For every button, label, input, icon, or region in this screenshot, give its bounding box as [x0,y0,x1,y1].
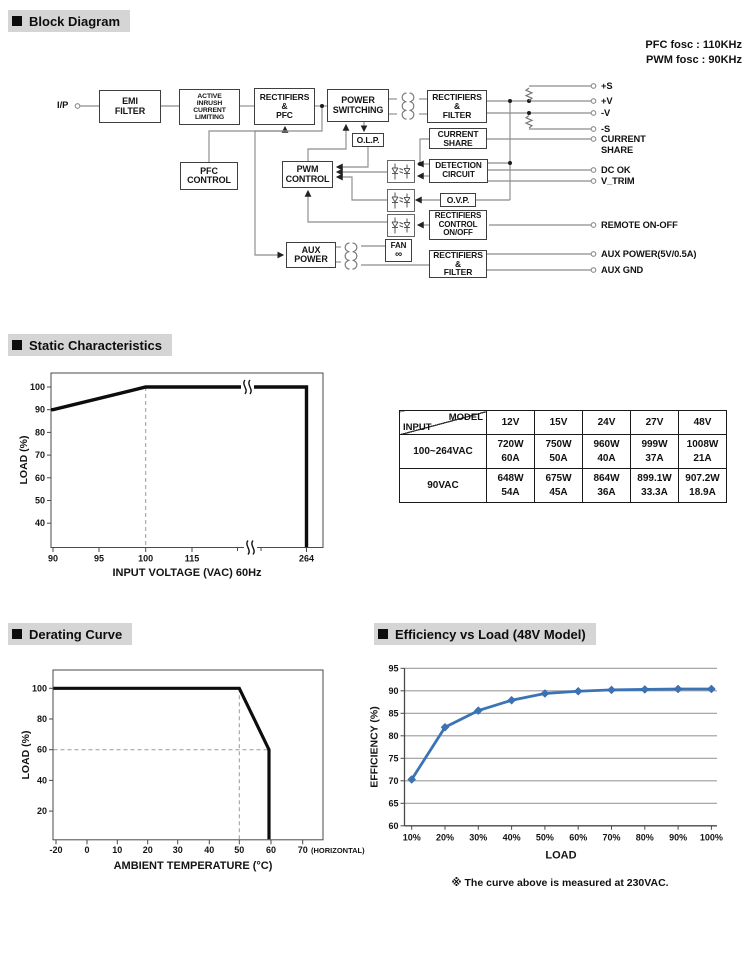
block-label-line: FILTER [442,109,472,120]
section-title: Derating Curve [29,626,123,642]
block-label-line: RECTIFIERS [432,92,482,103]
corner-model-label: MODEL [448,412,483,423]
block-label-line: CURRENT [193,107,226,114]
table-cell-value: 50A [549,452,568,464]
terminal-circle [591,168,596,173]
terminal-label-minus-s: -S [601,123,611,134]
x-tick-label: 30 [172,844,183,855]
resistor-icon [526,116,532,129]
transformer-icon [345,243,357,269]
y-tick-label: 90 [388,685,399,696]
transformer-icon [402,93,414,119]
input-terminal-label: I/P [57,100,69,110]
block-aux-power [286,242,336,268]
x-tick-label: 10% [402,832,421,843]
x-tick-label: 115 [184,553,200,564]
table-cell-value: 33.3A [641,486,668,498]
x-tick-label: 90 [47,553,59,564]
static-chart-group [18,373,323,579]
block-label-line: & [281,101,288,112]
terminal-label-remote-on-off: REMOTE ON-OFF [601,219,678,230]
block-label-line: CONTROL [285,173,330,184]
table-cell [631,435,679,469]
static-characteristics-chart [0,350,390,600]
table-column-header: 12V [487,411,535,435]
terminal-label-dc-ok: DC OK [601,164,631,175]
x-tick-label: 40% [502,832,521,843]
table-cell [487,435,535,469]
data-point-marker [508,696,516,704]
table-cell-value: 960W [593,438,620,450]
terminal-circle [591,252,596,257]
data-point-marker [574,687,582,695]
block-label-line: O.V.P. [446,194,470,205]
terminal-label-aux-power-out: AUX POWER(5V/0.5A) [601,248,697,259]
pfc-fosc-note: PFC fosc : 110KHz [645,39,742,51]
section-marker-icon [12,629,22,639]
table-cell-value: 37A [645,452,664,464]
x-tick-label: 0 [84,844,90,855]
block-label-line: O.L.P. [356,134,380,145]
y-tick-label: 50 [34,495,45,506]
y-tick-label: 70 [34,450,45,461]
x-tick-label: 40 [204,844,215,855]
table-cell [487,469,535,503]
x-tick-label: 50 [234,844,245,855]
section-marker-icon [12,340,22,350]
section-marker-icon [378,629,388,639]
terminal-label-minus-v: -V [601,107,611,118]
x-tick-label: 80% [635,832,654,843]
y-tick-label: 75 [388,753,399,764]
table-header-row [400,411,727,435]
table-cell [631,469,679,503]
table-row [400,435,727,469]
x-tick-label: 60 [265,844,277,855]
table-corner-cell [400,411,487,435]
data-point-marker [641,685,649,693]
block-olp [352,133,384,147]
x-tick-label: 264 [298,553,315,564]
block-label-line: POWER [341,95,375,106]
y-tick-label: 20 [36,806,47,817]
block-pfc-control [180,162,238,190]
block-label-line: FILTER [443,267,473,278]
x-tick-label: 20 [142,844,153,855]
table-row-header: 90VAC [400,469,487,503]
x-tick-label: 30% [469,832,488,843]
y-tick-label: 40 [36,775,47,786]
y-tick-label: 60 [388,820,399,831]
table-cell-value: 720W [497,438,524,450]
derating-curve-line [54,688,270,839]
terminal-circle [591,84,596,89]
y-tick-label: 40 [34,518,45,529]
table-cell-value: 675W [545,472,572,484]
x-tick-label: 95 [93,553,105,564]
table-cell-value: 648W [497,472,524,484]
efficiency-chart [365,650,750,900]
terminal-circle [591,127,596,132]
section-title: Static Characteristics [29,337,162,353]
block-label-line: CONTROL [438,219,478,229]
x-tick-label: 60% [569,832,588,843]
table-column-header: 24V [583,411,631,435]
y-tick-label: 60 [34,472,45,483]
derating-curve-chart [0,650,392,900]
output-power-table [399,410,727,503]
block-pwm-control [282,161,333,188]
table-column-header: 15V [535,411,583,435]
corner-input-label: INPUT [403,422,432,433]
section-header-efficiency [374,623,596,645]
optocoupler-icon [388,190,415,212]
data-point-marker [674,685,682,693]
terminal-label-aux-gnd: AUX GND [601,264,644,275]
block-label-line: DETECTION [435,161,482,171]
block-label-line: AUX [301,244,321,255]
block-rectifiers-pfc [254,88,315,125]
y-tick-label: 70 [388,775,399,786]
efficiency-chart-group [369,663,723,861]
section-title: Efficiency vs Load (48V Model) [395,626,586,642]
y-tick-label: 80 [34,427,45,438]
terminal-label-v-trim: V_TRIM [601,175,635,186]
table-cell-value: 60A [501,452,520,464]
optocoupler-icon [388,161,415,183]
block-diagram-wires [0,0,750,330]
table-cell-value: 750W [545,438,572,450]
block-rectifiers-filter-aux [429,250,487,278]
block-label-line: SHARE [443,137,473,148]
block-emi-filter [99,90,161,123]
x-tick-label: -20 [49,844,63,855]
block-label-line: & [454,258,462,269]
y-tick-label: 95 [388,663,399,674]
plot-border [53,670,323,840]
derating-chart-group [20,670,365,872]
table-cell-value: 907.2W [685,472,720,484]
y-axis-title: LOAD (%) [20,730,32,780]
block-label-line: PFC [276,109,293,120]
resistor-icon [526,88,532,101]
block-label-line: FAN [390,240,407,250]
block-label-line: ACTIVE [197,92,222,100]
optocoupler-icon [388,215,415,237]
block-label-line: CURRENT [437,128,479,139]
y-axis-title: LOAD (%) [18,435,30,485]
axis-break-mask [244,539,257,556]
table-cell-value: 1008W [686,438,719,450]
x-axis-title: INPUT VOLTAGE (VAC) 60Hz [112,567,262,579]
x-tick-label: 50% [535,832,554,843]
table-cell-value: 21A [693,452,712,464]
terminal-circle [591,99,596,104]
block-fan [385,239,412,262]
y-tick-label: 80 [388,730,399,741]
block-current-share [429,128,487,149]
table-cell [535,469,583,503]
table-column-header: 48V [679,411,727,435]
table-row-header: 100~264VAC [400,435,487,469]
table-cell [679,469,727,503]
section-title: Block Diagram [29,13,121,29]
x-axis-title: AMBIENT TEMPERATURE (°C) [113,860,273,872]
table-cell-value: 40A [597,452,616,464]
block-label-line: INRUSH [196,99,223,107]
block-power-switching [327,89,389,122]
table-cell-value: 18.9A [689,486,716,498]
x-axis-title: LOAD [545,849,577,862]
x-tick-label: 70 [297,844,308,855]
fan-blades-icon: ∞ [394,249,403,261]
block-detection-circuit [429,159,488,183]
terminal-label-plus-v: +V [601,95,613,106]
terminal-circle [75,104,80,109]
load-curve [51,387,307,547]
block-label-line: RECTIFIERS [259,92,310,103]
table-cell-value: 999W [641,438,668,450]
table-cell-value: 54A [501,486,520,498]
block-label-line: PFC [200,165,218,176]
table-cell-value: 864W [593,472,620,484]
x-tick-label: 10 [112,844,123,855]
table-column-header: 27V [631,411,679,435]
table-cell [535,435,583,469]
table-row [400,469,727,503]
terminal-circle [591,111,596,116]
efficiency-measurement-note: ※ The curve above is measured at 230VAC. [451,877,669,889]
block-inrush-limiting [179,89,240,125]
block-label-line: RECTIFIERS [434,211,482,221]
terminal-circle [591,179,596,184]
block-rectifiers-control [429,210,487,240]
y-axis-title: EFFICIENCY (%) [368,706,381,788]
efficiency-line [412,689,712,779]
x-tick-label: 70% [602,832,621,843]
x-tick-label: 20% [435,832,455,843]
terminal-circle [591,223,596,228]
block-rectifiers-filter-main [427,90,487,123]
y-tick-label: 85 [388,708,399,719]
block-label-line: PWM [296,164,319,175]
x-axis-unit-note: (HORIZONTAL) [311,845,365,855]
block-label-line: ON/OFF [443,228,473,238]
block-label-line: RECTIFIERS [433,249,483,260]
block-label-line: POWER [294,254,328,264]
block-label-line: CONTROL [187,175,231,185]
block-ovp [440,193,476,207]
terminal-label-current-share-out: CURRENT SHARE [601,134,646,155]
y-tick-label: 80 [36,714,47,724]
y-tick-label: 100 [29,382,45,392]
y-tick-label: 60 [36,744,47,755]
axis-break-mask [241,379,254,396]
pwm-fosc-note: PWM fosc : 90KHz [646,54,742,66]
table-cell-value: 45A [549,486,568,498]
x-tick-label: 90% [669,832,688,843]
terminal-label-plus-s: +S [601,80,613,91]
table-cell-value: 36A [597,486,616,498]
block-label-line: SWITCHING [332,104,384,115]
table-cell [679,435,727,469]
section-header-derating-curve [8,623,132,645]
y-tick-label: 100 [31,683,47,694]
table-cell [583,435,631,469]
terminal-circle [591,268,596,273]
y-tick-label: 90 [34,404,45,415]
block-label-line: FILTER [114,105,146,116]
block-label-line: LIMITING [194,114,225,122]
x-tick-label: 100% [699,832,723,843]
block-label-line: EMI [122,96,138,107]
table-cell-value: 899.1W [637,472,672,484]
data-point-marker [608,686,616,694]
block-label-line: CIRCUIT [442,170,475,179]
y-tick-label: 65 [388,798,399,809]
x-tick-label: 100 [138,553,154,564]
terminal-circle [591,137,596,142]
table-cell [583,469,631,503]
data-point-marker [707,685,715,693]
block-label-line: & [453,101,461,112]
